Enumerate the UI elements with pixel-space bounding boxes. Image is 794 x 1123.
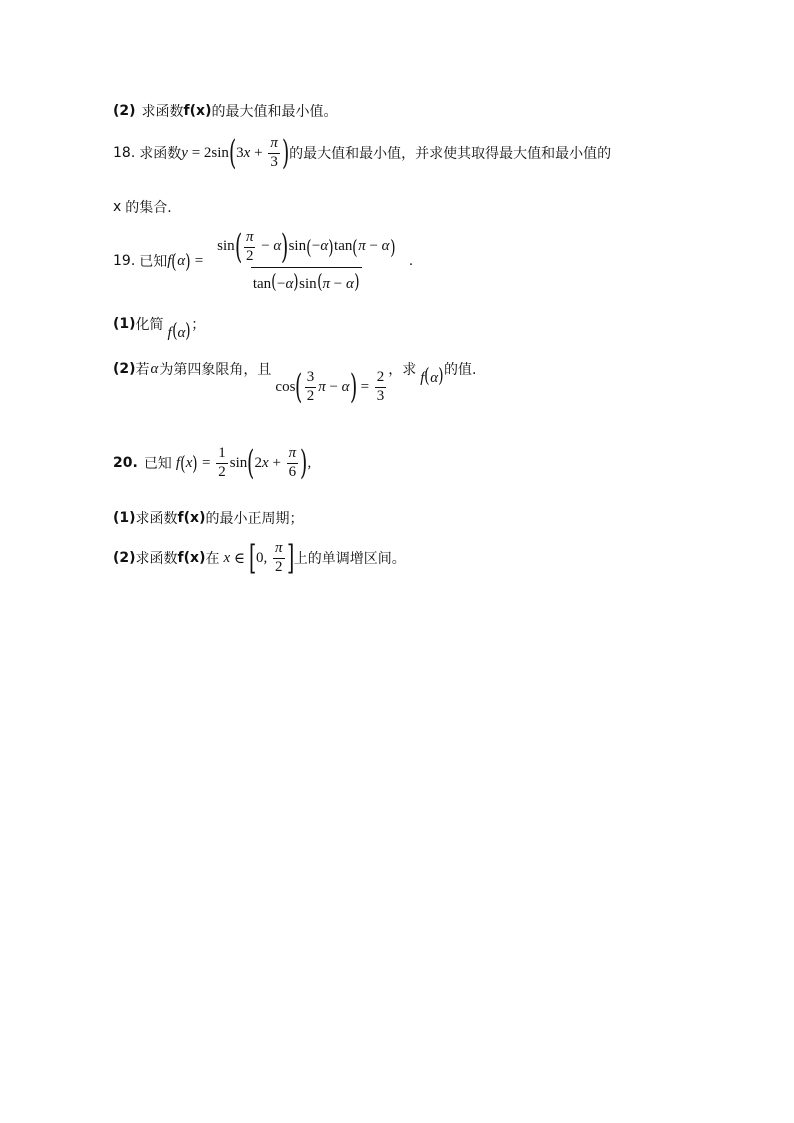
q19-formula: f ( α ) = sin ( $\frac{\pi}{2}$ − α ) sin ( − α ) tan ( π − α ) tan(−α)sin(π − α) .	[167, 227, 413, 293]
q19-sub2-text-c: ，求	[388, 362, 417, 379]
q19-sub1-formula: f(α)	[167, 318, 192, 342]
q19-number: 19.	[113, 253, 136, 270]
q17-part2	[113, 101, 337, 121]
q19-sub2-alpha: α	[150, 360, 159, 377]
q18-line2-text: 的集合.	[125, 200, 172, 216]
q19-sub2-formula: cos ( $\frac{3}{2}$ π − α ) = $\frac{2}{3}$	[275, 367, 385, 408]
q18-line2	[113, 197, 172, 217]
q17-part2-text-a: 求函数	[141, 104, 184, 120]
q18-formula: y = 2sin ( 3 x + $\frac{\pi}{3}$ )	[181, 133, 290, 174]
q18-line2-x: x	[113, 199, 122, 215]
q20-line1	[113, 443, 312, 484]
q20-text-a: 已知	[143, 456, 172, 473]
q20-sub1	[113, 508, 303, 528]
q20-sub2	[113, 538, 406, 579]
q18-text-b: 的最大值和最小值，并求使其取得最大值和最小值的	[289, 146, 612, 163]
q17-part2-prefix: (2)	[113, 103, 136, 119]
q19-line1	[113, 227, 413, 293]
q20-sub1-prefix: (1)	[113, 510, 136, 526]
q19-sub1: (1) 化简 f(α) ；	[113, 316, 206, 342]
q20-number: 20.	[113, 455, 138, 472]
q19-sub2-text-a: 若	[135, 362, 150, 379]
q20-sub2-text-a: 求函数	[135, 551, 178, 568]
q19-text-a: 已知	[139, 254, 168, 271]
q20-sub2-prefix: (2)	[113, 550, 136, 567]
q20-sub1-text-b: 的最小正周期；	[205, 511, 304, 527]
q18-line1	[113, 133, 612, 174]
q19-sub1-prefix: (1)	[113, 316, 136, 332]
q20-sub2-text-b: 在	[205, 551, 220, 568]
q17-part2-fx: f(x)	[183, 103, 212, 119]
q20-formula: f ( x ) = $\frac{1}{2}$ sin ( 2 x + $\frac{\pi}{6}$ ) ,	[175, 443, 312, 484]
q20-sub2-interval: x ∈ [ 0, $\frac{\pi}{2}$ ]	[223, 538, 294, 579]
q20-sub2-text-c: 上的单调增区间。	[293, 551, 406, 568]
q19-sub2-prefix: (2)	[113, 361, 136, 378]
q18-number: 18.	[113, 145, 136, 162]
q20-sub1-text-a: 求函数	[135, 511, 178, 527]
q19-sub2-text-b: 为第四象限角，且	[159, 362, 272, 379]
q19-sub2	[113, 352, 477, 408]
q17-part2-text-b: 的最大值和最小值。	[211, 104, 338, 120]
q20-sub2-fx: f(x)	[177, 550, 206, 567]
q20-sub1-fx: f(x)	[177, 510, 206, 526]
q19-sub2-fa: f(α)	[420, 363, 444, 388]
q19-sub2-text-d: 的值.	[443, 362, 477, 379]
q18-text-a: 求函数	[139, 146, 182, 163]
q19-sub1-text: 化简	[135, 317, 164, 333]
